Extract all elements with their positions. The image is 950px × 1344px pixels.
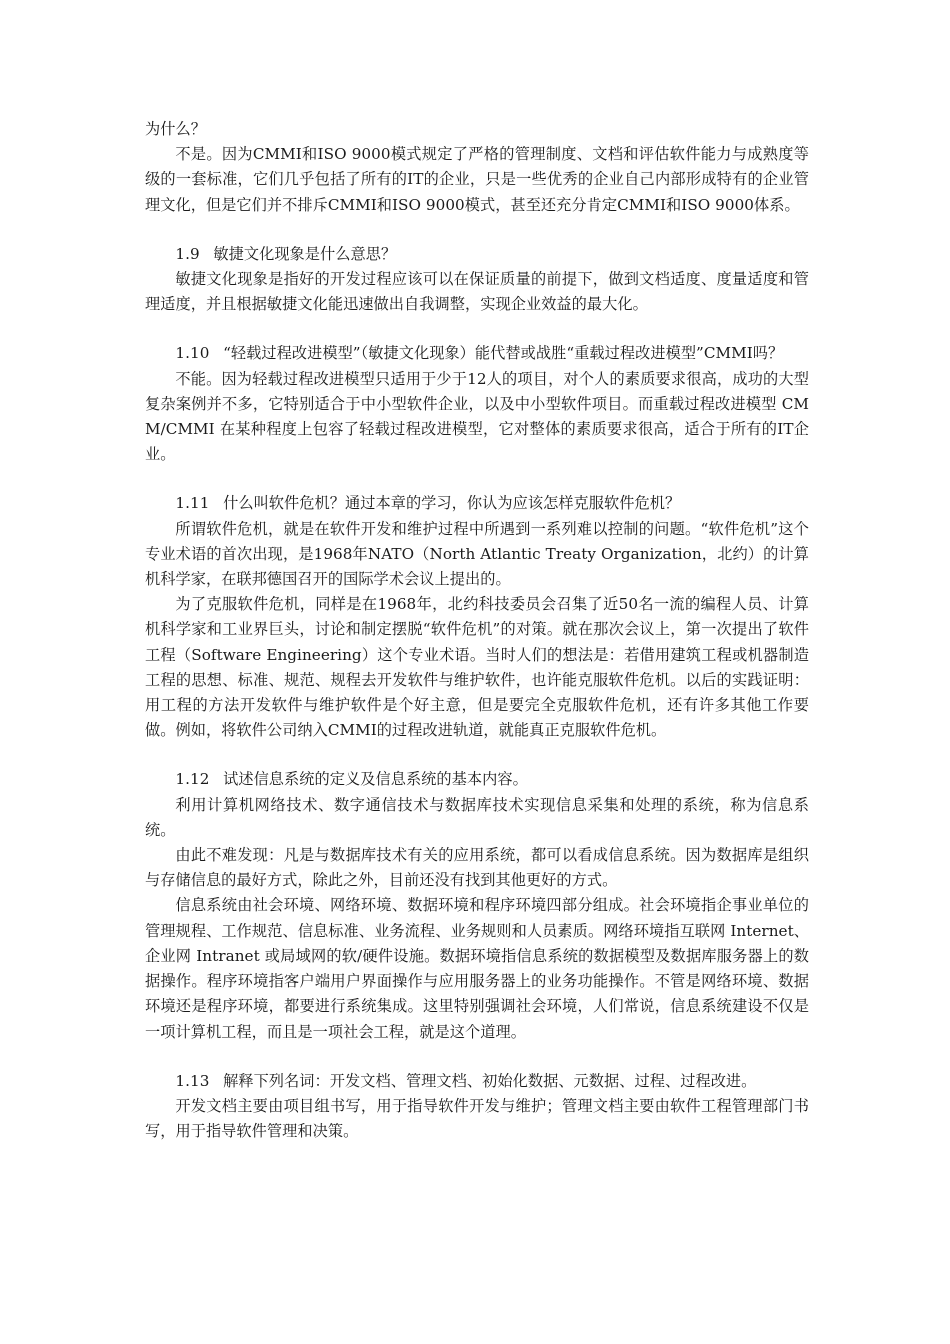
- question-text: “轻载过程改进模型”（敏捷文化现象）能代替或战胜“重载过程改进模型”CMMI吗？: [223, 344, 784, 363]
- section-gap: [145, 467, 809, 491]
- answer-paragraph: 开发文档主要由项目组书写，用于指导软件开发与维护；管理文档主要由软件工程管理部门书写，用于指导软件管理和决策。: [145, 1096, 809, 1141]
- question-text: 解释下列名词：开发文档、管理文档、初始化数据、元数据、过程、过程改进。: [223, 1071, 757, 1090]
- answer-paragraph: 不是。因为CMMI和ISO 9000模式规定了严格的管理制度、文档和评估软件能力与成熟度等级的一套标准，它们几乎包括了所有的IT的企业，只是一些优秀的企业自己内部形成特有的企业管理文化，但是它们并不排斥CMMI和ISO 9000模式，甚至还充分肯定CMMI和ISO 9000体系。: [145, 145, 809, 214]
- section-gap: [145, 743, 809, 767]
- question-number: 1.12: [175, 770, 210, 789]
- answer-paragraph: 不能。因为轻载过程改进模型只适用于少于12人的项目，对个人的素质要求很高，成功的大型复杂案例并不多，它特别适合于中小型软件企业，以及中小型软件项目。而重载过程改进模型 CMM/CMMI 在某种程度上包容了轻载过程改进模型，它对整体的素质要求很高，适合于所有的IT企业。: [145, 369, 809, 464]
- question-heading-1-10: [145, 341, 809, 366]
- section-gap: [145, 218, 809, 242]
- answer-paragraph: 敏捷文化现象是指好的开发过程应该可以在保证质量的前提下，做到文档适度、度量适度和管理适度，并且根据敏捷文化能迅速做出自我调整，实现企业效益的最大化。: [145, 270, 809, 314]
- answer-paragraph: 由此不难发现：凡是与数据库技术有关的应用系统，都可以看成信息系统。因为数据库是组织与存储信息的最好方式，除此之外，目前还没有找到其他更好的方式。: [145, 846, 809, 890]
- question-heading-1-12: [145, 767, 809, 792]
- question-number: 1.11: [175, 494, 210, 513]
- section-gap: [145, 1045, 809, 1069]
- question-heading-1-9: [145, 242, 809, 267]
- section-gap: [145, 317, 809, 341]
- question-number: 1.9: [175, 244, 200, 263]
- question-number: 1.13: [175, 1071, 210, 1090]
- document-page: [145, 117, 809, 1144]
- question-number: 1.10: [175, 344, 210, 363]
- answer-paragraph: 信息系统由社会环境、网络环境、数据环境和程序环境四部分组成。社会环境指企事业单位的管理规程、工作规范、信息标准、业务流程、业务规则和人员素质。网络环境指互联网 Internet、企业网 Intranet 或局域网的软/硬件设施。数据环境指信息系统的数据模型及数据库服务器上的数据操作。程序环境指客户端用户界面操作与应用服务器上的业务功能操作。不管是网络环境、数据环境还是程序环境，都要进行系统集成。这里特别强调社会环境，人们常说，信息系统建设不仅是一项计算机工程，而且是一项社会工程，就是这个道理。: [145, 896, 809, 1041]
- question-text: 什么叫软件危机？通过本章的学习，你认为应该怎样克服软件危机？: [223, 494, 681, 513]
- question-text: 试述信息系统的定义及信息系统的基本内容。: [223, 770, 528, 789]
- intro-line: 为什么？: [145, 120, 206, 138]
- answer-paragraph: 所谓软件危机，就是在软件开发和维护过程中所遇到一系列难以控制的问题。“软件危机”这个专业术语的首次出现，是1968年NATO（North Atlantic Treaty Organization，北约）的计算机科学家，在联邦德国召开的国际学术会议上提出的。: [145, 519, 809, 589]
- question-heading-1-13: [145, 1069, 809, 1094]
- answer-paragraph: 为了克服软件危机，同样是在1968年，北约科技委员会召集了近50名一流的编程人员、计算机科学家和工业界巨头，讨论和制定摆脱“软件危机”的对策。就在那次会议上，第一次提出了软件工程（Software Engineering）这个专业术语。当时人们的想法是：若借用建筑工程或机器制造工程的思想、标准、规范、规程去开发软件与维护软件，也许能克服软件危机。以后的实践证明：用工程的方法开发软件与维护软件是个好主意，但是要完全克服软件危机，还有许多其他工作要做。例如，将软件公司纳入CMMI的过程改进轨道，就能真正克服软件危机。: [145, 595, 809, 740]
- question-text: 敏捷文化现象是什么意思？: [213, 244, 397, 263]
- question-heading-1-11: [145, 491, 809, 516]
- answer-paragraph: 利用计算机网络技术、数字通信技术与数据库技术实现信息采集和处理的系统，称为信息系统。: [145, 795, 809, 839]
